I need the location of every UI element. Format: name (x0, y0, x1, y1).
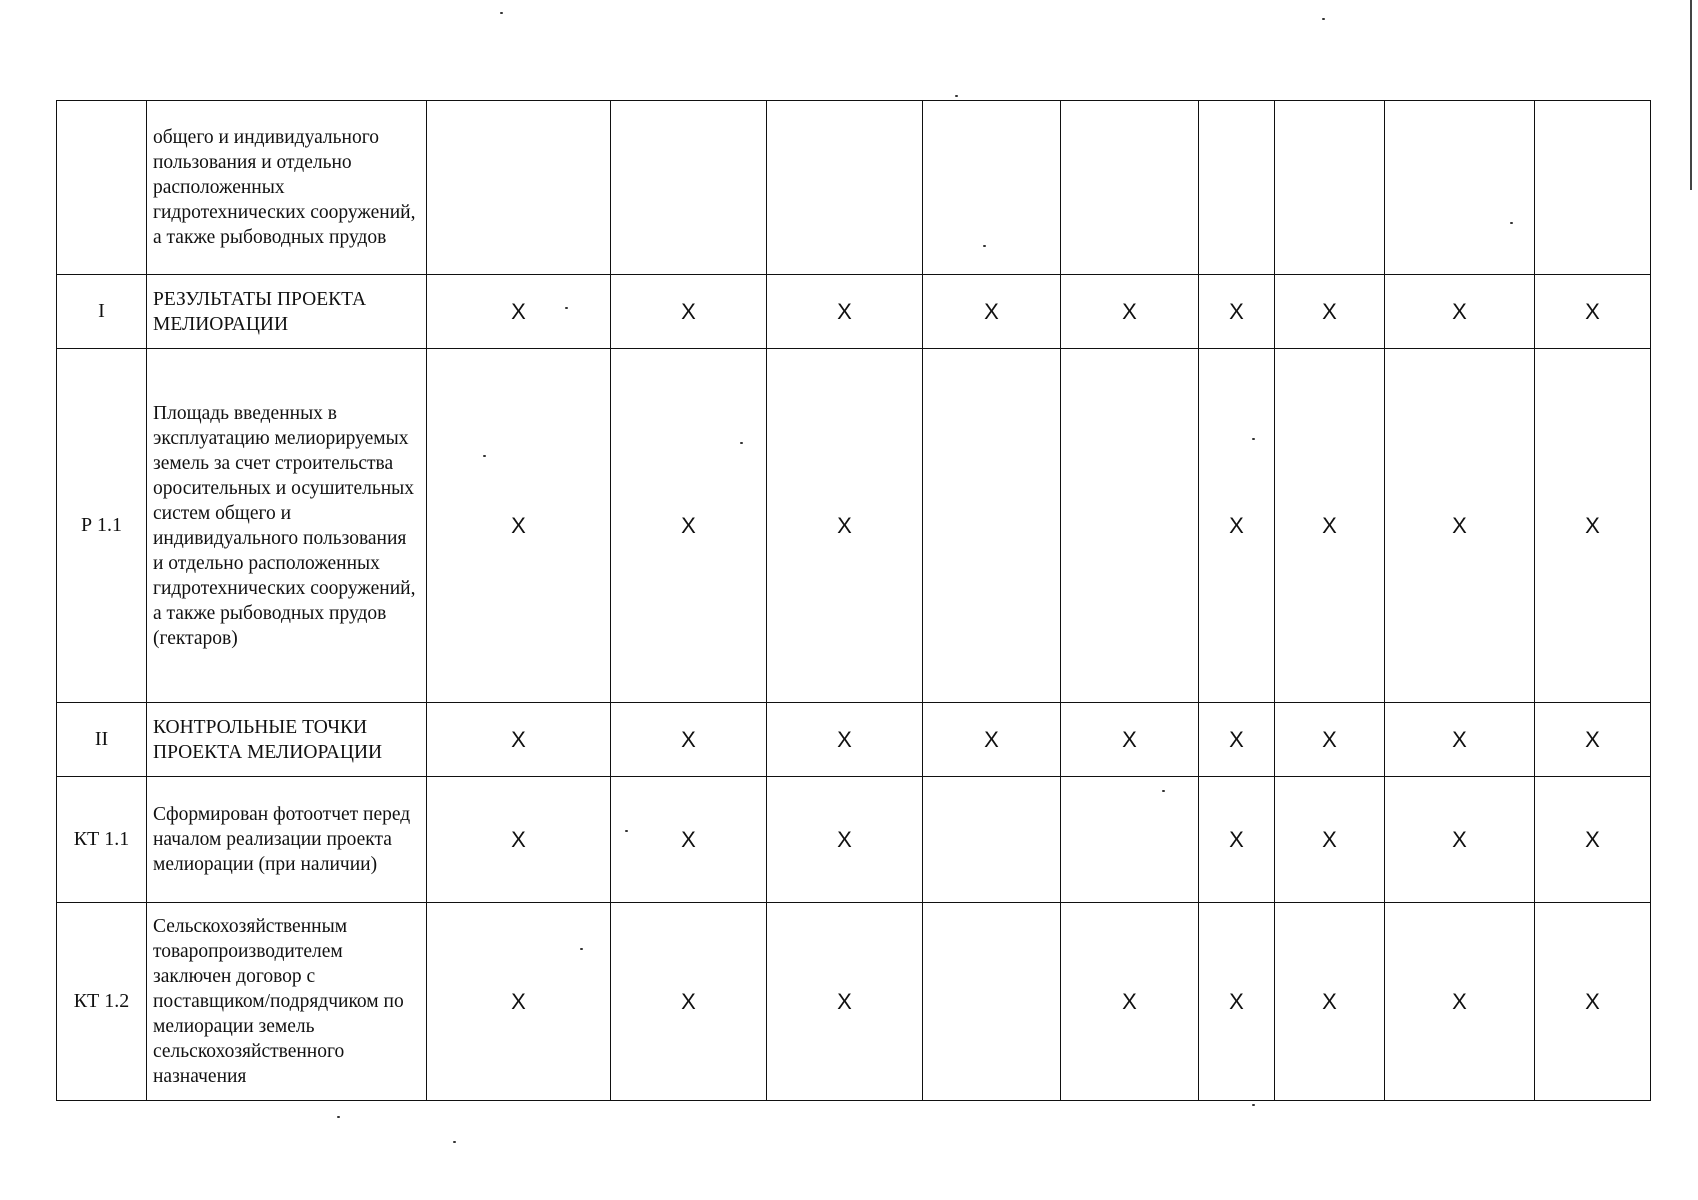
table-row (57, 349, 1651, 703)
mark-cell (923, 777, 1061, 903)
mark-cell: X (1535, 349, 1651, 703)
mark-cell: X (767, 777, 923, 903)
mark-cell (427, 101, 611, 275)
mark-cell (1275, 101, 1385, 275)
row-name: Сельскохозяйственным товаропроизводителем заключен договор с поставщиком/подрядчиком по мелиорации земель сельскохозяйственного назначения (147, 903, 427, 1101)
scan-speck (983, 245, 986, 247)
row-code: II (57, 703, 147, 777)
scan-speck (740, 442, 743, 444)
scan-speck (1252, 1104, 1255, 1106)
mark-cell: X (1385, 349, 1535, 703)
row-name: РЕЗУЛЬТАТЫ ПРОЕКТА МЕЛИОРАЦИИ (147, 275, 427, 349)
row-name: Площадь введенных в эксплуатацию мелиорируемых земель за счет строительства оросительных и осушительных систем общего и индивидуального пользования и отдельно расположенных гидротехнических сооружений, а также рыбоводных прудов (гектаров) (147, 349, 427, 703)
mark-cell: X (1275, 777, 1385, 903)
mark-cell: X (1535, 777, 1651, 903)
row-name: общего и индивидуального пользования и отдельно расположенных гидротехнических сооружений, а также рыбоводных прудов (147, 101, 427, 275)
row-code: КТ 1.1 (57, 777, 147, 903)
mark-cell: X (1199, 703, 1275, 777)
scan-speck (500, 12, 503, 14)
mark-cell (923, 903, 1061, 1101)
mark-cell: X (1199, 903, 1275, 1101)
scan-speck (337, 1116, 340, 1118)
mark-cell: X (427, 275, 611, 349)
mark-cell (1061, 101, 1199, 275)
mark-cell: X (427, 349, 611, 703)
mark-cell: X (1061, 275, 1199, 349)
mark-cell (923, 349, 1061, 703)
table-row (57, 903, 1651, 1101)
mark-cell: X (923, 275, 1061, 349)
row-code: Р 1.1 (57, 349, 147, 703)
mark-cell (1199, 101, 1275, 275)
scan-speck (1252, 438, 1255, 440)
mark-cell: X (611, 777, 767, 903)
scan-speck (483, 455, 486, 457)
mark-cell: X (1275, 703, 1385, 777)
table-row (57, 275, 1651, 349)
mark-cell: X (611, 903, 767, 1101)
mark-cell: X (1275, 903, 1385, 1101)
scan-speck (453, 1141, 456, 1143)
mark-cell: X (427, 703, 611, 777)
mark-cell: X (1385, 777, 1535, 903)
scan-speck (1322, 18, 1325, 20)
scan-speck (565, 307, 568, 309)
mark-cell (611, 101, 767, 275)
measures-table (56, 100, 1651, 1101)
mark-cell: X (427, 903, 611, 1101)
table-row (57, 101, 1651, 275)
row-code (57, 101, 147, 275)
mark-cell: X (611, 275, 767, 349)
row-code: КТ 1.2 (57, 903, 147, 1101)
mark-cell: X (1061, 903, 1199, 1101)
mark-cell: X (1275, 349, 1385, 703)
mark-cell: X (767, 903, 923, 1101)
mark-cell: X (923, 703, 1061, 777)
mark-cell (923, 101, 1061, 275)
mark-cell: X (1199, 349, 1275, 703)
mark-cell (1385, 101, 1535, 275)
mark-cell: X (1199, 275, 1275, 349)
row-name: КОНТРОЛЬНЫЕ ТОЧКИ ПРОЕКТА МЕЛИОРАЦИИ (147, 703, 427, 777)
table-row (57, 703, 1651, 777)
mark-cell (767, 101, 923, 275)
mark-cell (1061, 777, 1199, 903)
table-row (57, 777, 1651, 903)
scan-speck (580, 948, 583, 950)
mark-cell: X (767, 349, 923, 703)
row-code: I (57, 275, 147, 349)
scan-edge-line (1690, 0, 1692, 190)
mark-cell (1061, 349, 1199, 703)
scan-speck (955, 95, 958, 97)
scan-speck (1162, 790, 1165, 792)
mark-cell: X (427, 777, 611, 903)
mark-cell: X (1385, 703, 1535, 777)
scan-speck (625, 830, 628, 832)
scan-speck (1510, 222, 1513, 224)
mark-cell: X (1535, 703, 1651, 777)
mark-cell: X (1535, 903, 1651, 1101)
mark-cell: X (611, 349, 767, 703)
mark-cell: X (611, 703, 767, 777)
table-body (57, 101, 1651, 1101)
row-name: Сформирован фотоотчет перед началом реализации проекта мелиорации (при наличии) (147, 777, 427, 903)
mark-cell: X (1385, 275, 1535, 349)
mark-cell: X (1385, 903, 1535, 1101)
mark-cell (1535, 101, 1651, 275)
mark-cell: X (1275, 275, 1385, 349)
mark-cell: X (767, 275, 923, 349)
mark-cell: X (767, 703, 923, 777)
mark-cell: X (1199, 777, 1275, 903)
mark-cell: X (1061, 703, 1199, 777)
mark-cell: X (1535, 275, 1651, 349)
